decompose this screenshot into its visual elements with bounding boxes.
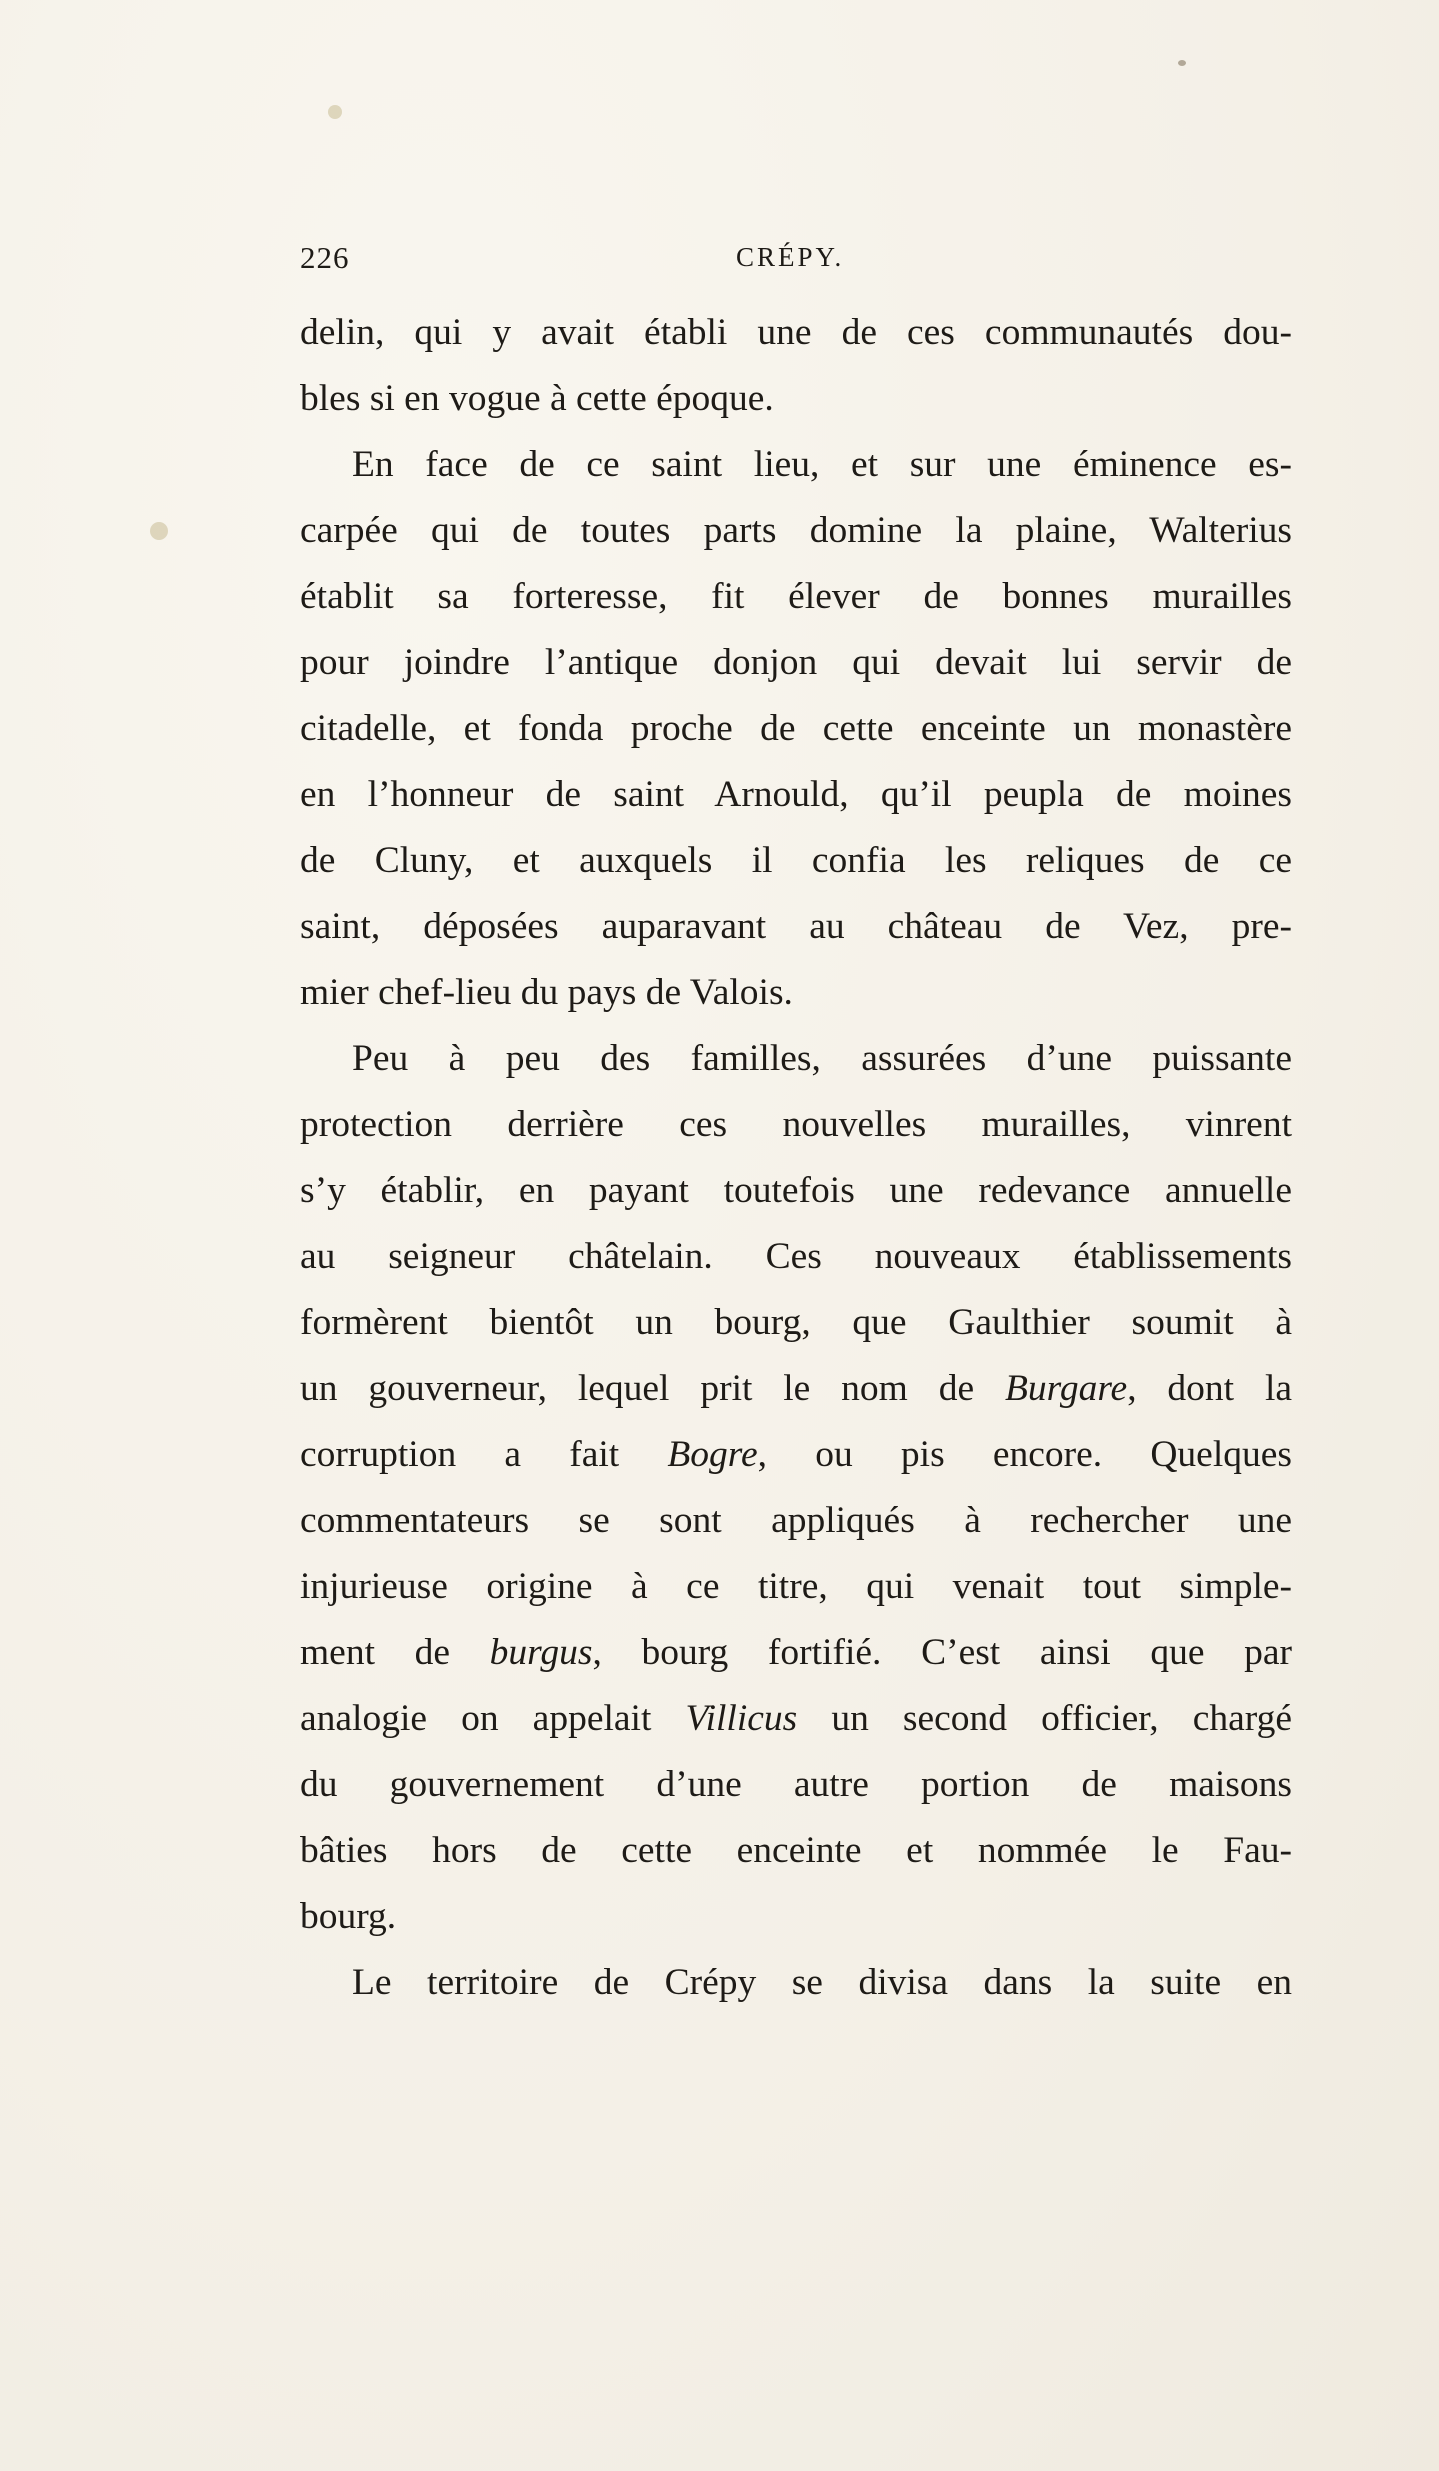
body-text bbox=[300, 300, 1292, 2016]
text-line: bâties hors de cette enceinte et nommée le Fau- bbox=[300, 1830, 1292, 1871]
text-line: bles si en vogue à cette époque. bbox=[300, 378, 774, 419]
text-line bbox=[300, 1620, 1292, 1686]
italic-term: Villicus bbox=[685, 1698, 798, 1739]
text-segment: , ou pis encore. Quelques bbox=[757, 1434, 1292, 1475]
text-segment: corruption a fait bbox=[300, 1434, 668, 1475]
text-segment: un second officier, chargé bbox=[797, 1698, 1292, 1739]
text-line: carpée qui de toutes parts domine la plaine, Walterius bbox=[300, 510, 1292, 551]
text-line: Peu à peu des familles, assurées d’une puissante bbox=[352, 1038, 1292, 1079]
text-line: mier chef-lieu du pays de Valois. bbox=[300, 972, 793, 1013]
paper-foxing-spot bbox=[1178, 60, 1186, 66]
text-line: au seigneur châtelain. Ces nouveaux établissements bbox=[300, 1236, 1292, 1277]
text-line: pour joindre l’antique donjon qui devait lui servir de bbox=[300, 642, 1292, 683]
text-line: en l’honneur de saint Arnould, qu’il peupla de moines bbox=[300, 774, 1292, 815]
text-line: delin, qui y avait établi une de ces communautés dou- bbox=[300, 312, 1292, 353]
paper-foxing-spot bbox=[150, 522, 168, 540]
text-line: s’y établir, en payant toutefois une redevance annuelle bbox=[300, 1170, 1292, 1211]
text-line: bourg. bbox=[300, 1896, 397, 1937]
text-segment: analogie on appelait bbox=[300, 1698, 686, 1739]
text-line: En face de ce saint lieu, et sur une éminence es- bbox=[352, 444, 1292, 485]
text-segment: , dont la bbox=[1127, 1368, 1293, 1409]
text-line: citadelle, et fonda proche de cette enceinte un monastère bbox=[300, 708, 1292, 749]
text-line: établit sa forteresse, fit élever de bonnes murailles bbox=[300, 576, 1292, 617]
text-segment: un gouverneur, lequel prit le nom de bbox=[300, 1368, 1005, 1409]
text-line bbox=[300, 1422, 1292, 1488]
italic-term: burgus bbox=[489, 1632, 593, 1673]
text-line: protection derrière ces nouvelles murailles, vinrent bbox=[300, 1104, 1292, 1145]
text-line: injurieuse origine à ce titre, qui venait tout simple- bbox=[300, 1566, 1292, 1607]
text-line: Le territoire de Crépy se divisa dans la suite en bbox=[352, 1962, 1292, 2003]
text-line bbox=[300, 1356, 1292, 1422]
running-head bbox=[300, 240, 1292, 280]
text-line: formèrent bientôt un bourg, que Gaulthier soumit à bbox=[300, 1302, 1292, 1343]
text-segment: ment de bbox=[300, 1632, 490, 1673]
running-title: CRÉPY. bbox=[736, 242, 845, 272]
text-line: de Cluny, et auxquels il confia les reliques de ce bbox=[300, 840, 1292, 881]
text-line: saint, déposées auparavant au château de Vez, pre- bbox=[300, 906, 1292, 947]
italic-term: Bogre bbox=[667, 1434, 758, 1475]
text-line bbox=[300, 1686, 1292, 1752]
text-line: du gouvernement d’une autre portion de maisons bbox=[300, 1764, 1292, 1805]
paper-foxing-spot bbox=[328, 105, 342, 119]
text-segment: , bourg fortifié. C’est ainsi que par bbox=[592, 1632, 1292, 1673]
text-line: commentateurs se sont appliqués à rechercher une bbox=[300, 1500, 1292, 1541]
italic-term: Burgare bbox=[1004, 1368, 1128, 1409]
page-number: 226 bbox=[300, 240, 350, 275]
